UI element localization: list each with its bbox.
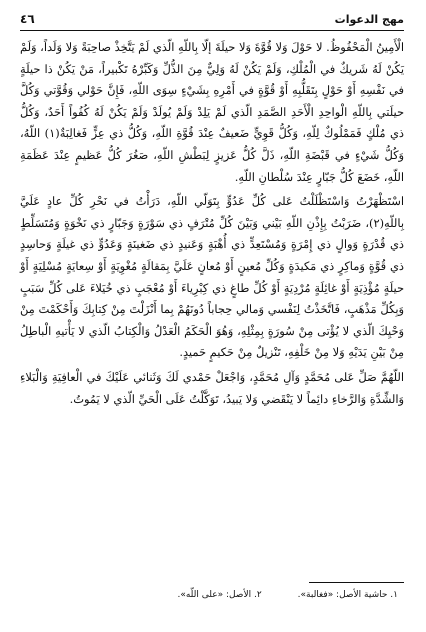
footnote-1: ١. حاشية الأصل: «فغالبة».: [297, 590, 398, 600]
running-title: مهج الدعوات: [334, 13, 404, 26]
footnote-divider: [309, 582, 404, 583]
running-header: [20, 12, 404, 31]
page-number: ٤٦: [20, 12, 35, 26]
body-paragraph-3: اللّهُمَّ صَلِّ عَلى مُحَمَّدٍ وَآلِ مُحَمَّدٍ، وَاجْعَلْ حَمْدي لَكَ وَثَنائي عَلَيْكَ في الْعافِيَةِ وَالْبَلاءِ وَالشِّدَّةِ وَالرَّخاءِ دائِماً لا يَنْقَضي وَلا يَبيدُ، تَوَكَّلْتُ عَلَى الْحَيِّ الّذي لا يَمُوتُ.: [20, 369, 404, 406]
body-paragraph-1: الْأَمِينُ الْمَحْفُوظُ. لا حَوْلَ وَلا قُوَّةَ وَلا حيلَةَ إلّا بِاللّهِ الّذي لَمْ يَتَّخِذْ صاحِبَةً وَلا وَلَداً، وَلَمْ يَكُنْ لَهُ شَريكٌ في الْمُلْكِ، وَلَمْ يَكُنْ لَهُ وَلِيٌّ مِنَ الذُّلِّ وَكَبِّرْهُ تَكْبيراً، مَنْ يَكُنْ ذا حيلَةٍ في نَفْسِهِ أَوْ حَوْلٍ بِتَقَلُّبِهِ أَوْ قُوَّةٍ في أَمْرِهِ بِشَيْءٍ سِوَى اللّهِ، فَإِنَّ حَوْلي وَقُوَّتي وَكُلَّ حيلَتي بِاللّهِ الْواحِدِ الْأَحَدِ الصَّمَدِ الّذي لَمْ يَلِدْ وَلَمْ يُولَدْ وَلَمْ يَكُنْ لَهُ كُفُواً أَحَدٌ، وَكُلُّ ذي مُلْكٍ فَمَمْلُوكٌ لِلّهِ، وَكُلُّ قَوِيٍّ ضَعيفٌ عِنْدَ قُوَّةِ اللّهِ، وَكُلُّ ذي عِزٍّ فَغالِبَةٌ(١) اللّهُ، وَكُلُّ شَيْءٍ في قَبْضَةِ اللّهِ، ذَلَّ كُلُّ عَزيزٍ لِبَطْشِ اللّهِ، صَغُرَ كُلُّ عَظيمٍ عِنْدَ عَظَمَةِ اللّهِ، خَضَعَ كُلُّ جَبّارٍ عِنْدَ سُلْطانِ اللّهِ.: [20, 40, 404, 184]
body-paragraph-2: اسْتَظْهَرْتُ وَاسْتَظْلَلْتُ عَلى كُلِّ عَدُوٍّ بِتَوَلّي اللّهِ، دَرَأْتُ في نَحْرِ كُلِّ عادٍ عَلَيَّ بِاللّهِ(٢)، ضَرَبْتُ بِإِذْنِ اللّهِ بَيْني وَبَيْنَ كُلِّ مُتْرَفٍ ذي سَوْرَةٍ وَجَبّارٍ ذي نَخْوَةٍ وَمُتَسَلِّطٍ ذي قُدْرَةٍ وَوالٍ ذي إِمْرَةٍ وَمُسْتَعِدٍّ ذي أُهْبَةٍ وَعَنيدٍ ذي ضَغينَةٍ وَعَدُوٍّ ذي غيلَةٍ وَحاسِدٍ ذي قُوَّةٍ وَماكِرٍ ذي مَكيدَةٍ وَكُلِّ مُعينٍ أَوْ مُعانٍ عَلَيَّ بِمَقالَةٍ مُغْوِيَةٍ أَوْ سِعايَةٍ مُسْلِيَةٍ أَوْ حيلَةٍ مُؤْذِيَةٍ أَوْ غائِلَةٍ مُرْدِيَةٍ أَوْ كُلِّ طاغٍ ذي كِبْرِياءَ أَوْ مُعْجَبٍ ذي خُيَلاءَ عَلى كُلِّ سَبَبٍ وَبِكُلِّ مَذْهَبٍ، فَاتَّخَذْتُ لِنَفْسي وَمالي حِجاباً دُونَهُمْ بِما أَنْزَلْتَ مِنْ كِتابِكَ وَأَحْكَمْتَ مِنْ وَحْيِكَ الّذي لا يُؤْتى مِنْ سُورَةٍ بِمِثْلِهِ، وَهُوَ الْحَكَمُ الْعَدْلُ وَالْكِتابُ الّذي لا يَأْتيهِ الْباطِلُ مِنْ بَيْنِ يَدَيْهِ وَلا مِنْ خَلْفِهِ، تَنْزيلٌ مِنْ حَكيمٍ حَميدٍ.: [20, 194, 404, 360]
footnote-2: ٢. الأصل: «على اللّه».: [177, 590, 262, 600]
footnotes: [20, 590, 398, 600]
